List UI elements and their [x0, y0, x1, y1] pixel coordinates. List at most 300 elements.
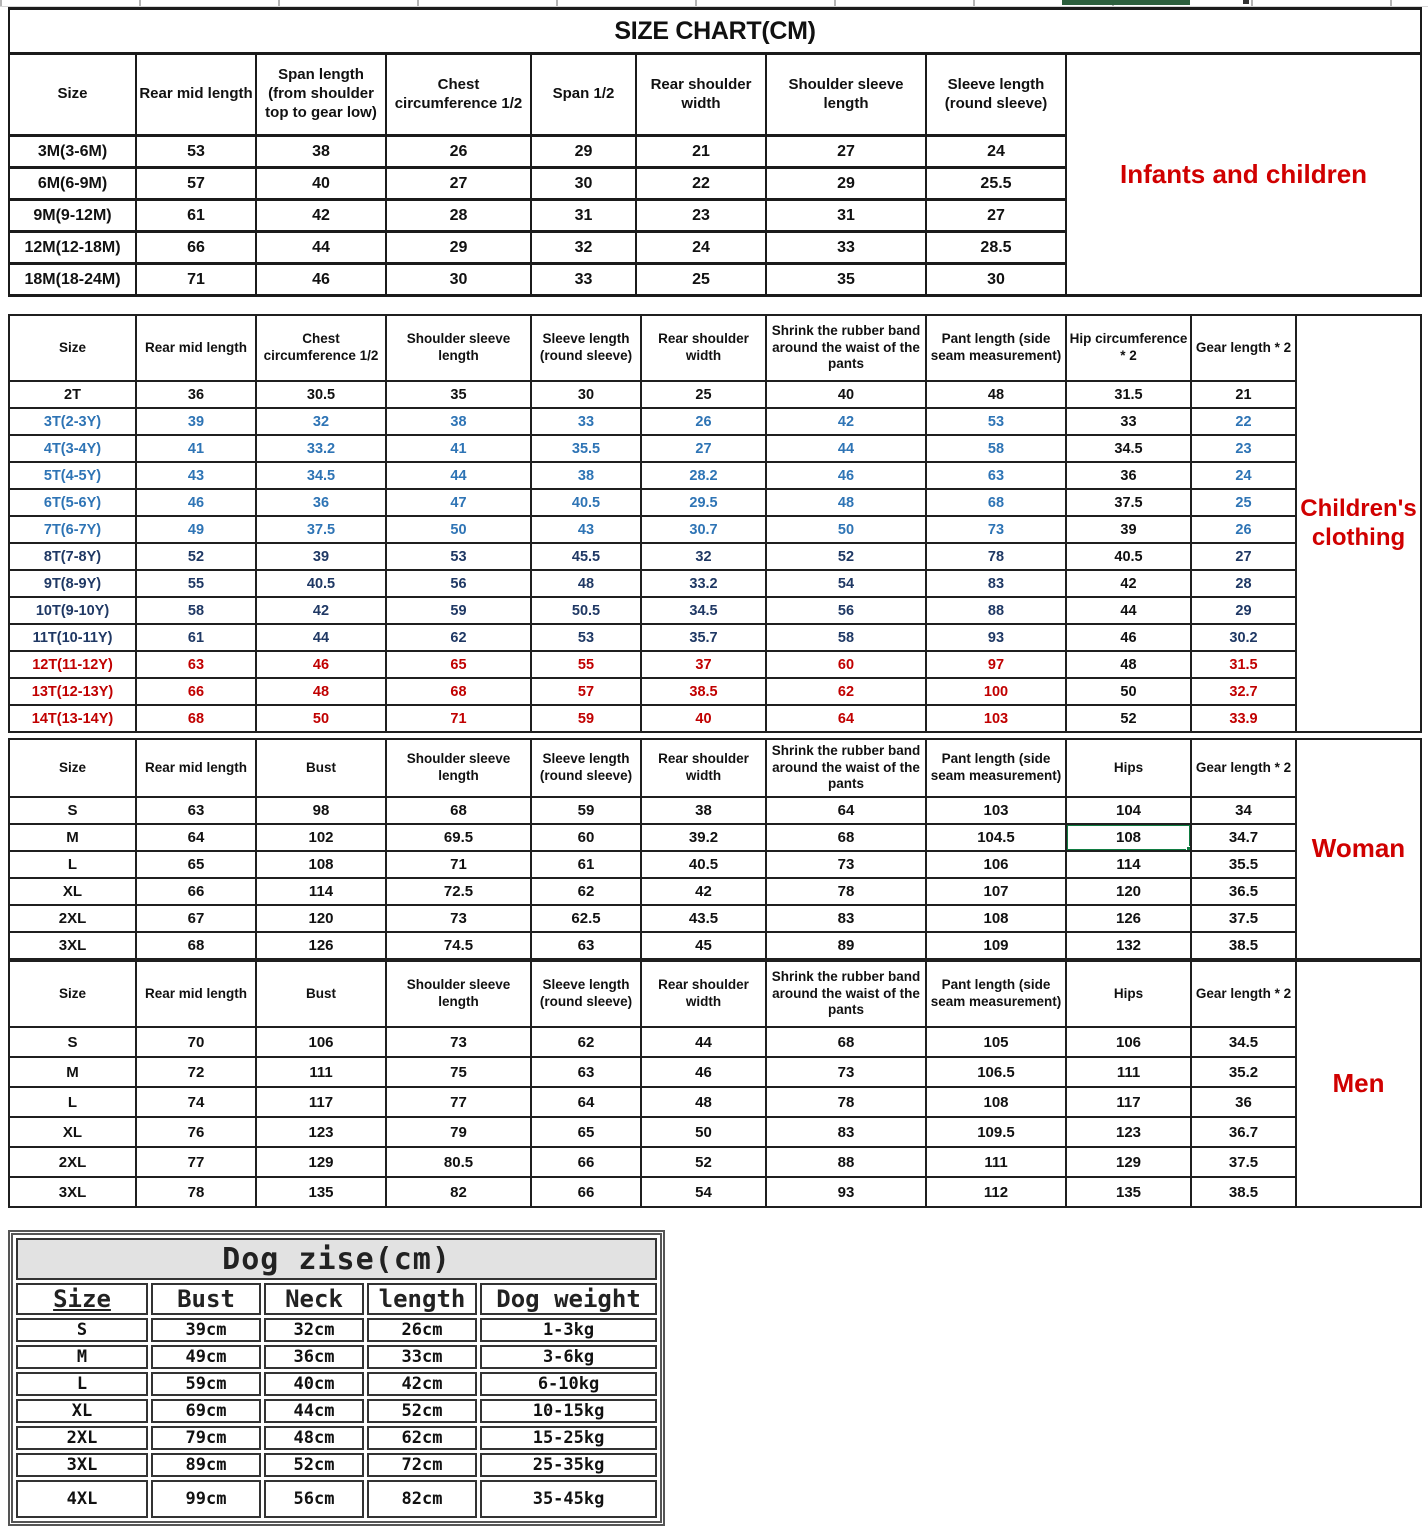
value-cell: 62 — [531, 1027, 641, 1057]
value-cell: 132 — [1066, 932, 1191, 959]
value-cell: 59 — [386, 597, 531, 624]
value-cell: 48cm — [264, 1426, 364, 1450]
value-cell: 26 — [1191, 516, 1296, 543]
table-row — [16, 1318, 657, 1342]
value-cell: 26 — [386, 136, 531, 168]
value-cell: 44 — [641, 1027, 766, 1057]
value-cell: 69cm — [151, 1399, 261, 1423]
column-header: Sleeve length (round sleeve) — [926, 54, 1066, 136]
value-cell: 117 — [1066, 1087, 1191, 1117]
value-cell: 126 — [1066, 905, 1191, 932]
value-cell: 57 — [531, 678, 641, 705]
value-cell: 58 — [926, 435, 1066, 462]
column-header: Gear length * 2 — [1191, 739, 1296, 797]
value-cell: 35.5 — [1191, 851, 1296, 878]
value-cell: 52cm — [367, 1399, 477, 1423]
value-cell: 77 — [386, 1087, 531, 1117]
value-cell: 44 — [256, 232, 386, 264]
value-cell: 38.5 — [1191, 1177, 1296, 1207]
value-cell: 33 — [1066, 408, 1191, 435]
value-cell: 66 — [531, 1147, 641, 1177]
value-cell: 46 — [766, 462, 926, 489]
value-cell: 114 — [1066, 851, 1191, 878]
value-cell: 29 — [1191, 597, 1296, 624]
column-header: Pant length (side seam measurement) — [926, 315, 1066, 381]
column-header: Hips — [1066, 961, 1191, 1027]
value-cell: 52cm — [264, 1453, 364, 1477]
column-header: Rear shoulder width — [641, 739, 766, 797]
value-cell: 33 — [531, 264, 636, 296]
column-header: Gear length * 2 — [1191, 315, 1296, 381]
value-cell: 63 — [531, 1057, 641, 1087]
value-cell: 73 — [386, 1027, 531, 1057]
value-cell: 74.5 — [386, 932, 531, 959]
value-cell: 123 — [1066, 1117, 1191, 1147]
size-cell: S — [9, 1027, 136, 1057]
value-cell: 36cm — [264, 1345, 364, 1369]
excel-selection-handle — [1186, 846, 1191, 851]
size-cell: 2XL — [9, 1147, 136, 1177]
value-cell: 106.5 — [926, 1057, 1066, 1087]
value-cell: 129 — [256, 1147, 386, 1177]
size-cell: M — [9, 824, 136, 851]
table-row — [16, 1480, 657, 1518]
value-cell: 49cm — [151, 1345, 261, 1369]
column-header: Shrink the rubber band around the waist of the pants — [766, 315, 926, 381]
table-row — [16, 1453, 657, 1477]
value-cell: 54 — [641, 1177, 766, 1207]
value-cell: 66 — [531, 1177, 641, 1207]
value-cell: 102 — [256, 824, 386, 851]
value-cell: 98 — [256, 797, 386, 824]
value-cell: 36 — [256, 489, 386, 516]
value-cell: 37.5 — [1066, 489, 1191, 516]
table-row — [16, 1399, 657, 1423]
size-cell: L — [16, 1372, 148, 1396]
column-header: Shoulder sleeve length — [386, 739, 531, 797]
value-cell: 27 — [1191, 543, 1296, 570]
value-cell: 28.5 — [926, 232, 1066, 264]
dog-table-section — [8, 1230, 1422, 1526]
value-cell: 29 — [531, 136, 636, 168]
value-cell: 36 — [136, 381, 256, 408]
value-cell: 22 — [636, 168, 766, 200]
value-cell: 31.5 — [1191, 651, 1296, 678]
value-cell: 64 — [766, 797, 926, 824]
table-row — [16, 1426, 657, 1450]
table-row — [9, 462, 1421, 489]
table-row — [16, 1345, 657, 1369]
value-cell: 41 — [386, 435, 531, 462]
value-cell: 25 — [636, 264, 766, 296]
value-cell: 33 — [766, 232, 926, 264]
table-row — [9, 489, 1421, 516]
size-cell: S — [9, 797, 136, 824]
value-cell: 28.2 — [641, 462, 766, 489]
value-cell: 32 — [531, 232, 636, 264]
dog-table-title: Dog zise(cm) — [16, 1238, 657, 1280]
size-cell: 3XL — [9, 932, 136, 959]
woman-group-label: Woman — [1296, 739, 1421, 959]
size-cell: 10T(9-10Y) — [9, 597, 136, 624]
value-cell: 40 — [641, 705, 766, 732]
value-cell: 52 — [766, 543, 926, 570]
table-row — [9, 570, 1421, 597]
men-group-label: Men — [1296, 961, 1421, 1207]
value-cell: 47 — [386, 489, 531, 516]
value-cell: 59cm — [151, 1372, 261, 1396]
size-cell: 14T(13-14Y) — [9, 705, 136, 732]
value-cell: 71 — [386, 851, 531, 878]
value-cell: 30 — [531, 381, 641, 408]
value-cell: 58 — [136, 597, 256, 624]
value-cell: 106 — [1066, 1027, 1191, 1057]
size-cell: 12M(12-18M) — [9, 232, 136, 264]
table-row — [9, 597, 1421, 624]
value-cell: 62.5 — [531, 905, 641, 932]
size-cell: 11T(10-11Y) — [9, 624, 136, 651]
value-cell: 72.5 — [386, 878, 531, 905]
value-cell: 35 — [386, 381, 531, 408]
value-cell: 37.5 — [1191, 905, 1296, 932]
value-cell: 63 — [926, 462, 1066, 489]
value-cell: 56 — [766, 597, 926, 624]
column-header: Span length (from shoulder top to gear low) — [256, 54, 386, 136]
column-header: Sleeve length (round sleeve) — [531, 961, 641, 1027]
value-cell: 53 — [386, 543, 531, 570]
value-cell: 111 — [926, 1147, 1066, 1177]
table-row — [9, 1027, 1421, 1057]
value-cell: 40 — [766, 381, 926, 408]
value-cell: 33.9 — [1191, 705, 1296, 732]
value-cell: 29 — [386, 232, 531, 264]
dog-size-table — [8, 1230, 665, 1526]
value-cell: 40.5 — [531, 489, 641, 516]
value-cell: 32 — [641, 543, 766, 570]
value-cell: 77 — [136, 1147, 256, 1177]
value-cell: 29 — [766, 168, 926, 200]
value-cell: 73 — [766, 851, 926, 878]
value-cell: 83 — [926, 570, 1066, 597]
column-header: Shoulder sleeve length — [386, 961, 531, 1027]
column-header: Shoulder sleeve length — [766, 54, 926, 136]
value-cell: 42 — [641, 878, 766, 905]
value-cell: 42 — [256, 597, 386, 624]
value-cell: 59 — [531, 797, 641, 824]
size-cell: 6M(6-9M) — [9, 168, 136, 200]
value-cell: 61 — [136, 624, 256, 651]
size-cell: XL — [16, 1399, 148, 1423]
value-cell: 39 — [256, 543, 386, 570]
infants-group-label: Infants and children — [1066, 54, 1421, 296]
value-cell: 83 — [766, 905, 926, 932]
value-cell: 89 — [766, 932, 926, 959]
value-cell: 104 — [1066, 797, 1191, 824]
value-cell: 63 — [136, 797, 256, 824]
value-cell: 68 — [766, 1027, 926, 1057]
value-cell: 93 — [766, 1177, 926, 1207]
column-header: Gear length * 2 — [1191, 961, 1296, 1027]
value-cell: 78 — [136, 1177, 256, 1207]
value-cell: 34.5 — [1191, 1027, 1296, 1057]
table-row — [9, 932, 1421, 959]
value-cell: 49 — [136, 516, 256, 543]
table-row — [9, 435, 1421, 462]
spreadsheet-gridline-artifact — [0, 0, 1428, 7]
value-cell: 3-6kg — [480, 1345, 657, 1369]
value-cell: 53 — [136, 136, 256, 168]
value-cell: 39.2 — [641, 824, 766, 851]
value-cell: 26cm — [367, 1318, 477, 1342]
value-cell: 46 — [256, 651, 386, 678]
table-row — [9, 1177, 1421, 1207]
value-cell: 29.5 — [641, 489, 766, 516]
value-cell: 30 — [531, 168, 636, 200]
value-cell: 129 — [1066, 1147, 1191, 1177]
value-cell: 78 — [766, 1087, 926, 1117]
value-cell: 109 — [926, 932, 1066, 959]
value-cell: 42 — [256, 200, 386, 232]
value-cell: 48 — [926, 381, 1066, 408]
tables-container — [8, 7, 1422, 1526]
value-cell: 64 — [136, 824, 256, 851]
value-cell: 25 — [1191, 489, 1296, 516]
size-cell: L — [9, 851, 136, 878]
value-cell: 42 — [766, 408, 926, 435]
value-cell: 68 — [136, 705, 256, 732]
value-cell: 32cm — [264, 1318, 364, 1342]
size-cell: 5T(4-5Y) — [9, 462, 136, 489]
value-cell: 26 — [641, 408, 766, 435]
value-cell: 64 — [531, 1087, 641, 1117]
value-cell: 106 — [256, 1027, 386, 1057]
value-cell: 104.5 — [926, 824, 1066, 851]
column-header: Sleeve length (round sleeve) — [531, 315, 641, 381]
value-cell: 48 — [531, 570, 641, 597]
value-cell: 44 — [256, 624, 386, 651]
value-cell: 50 — [641, 1117, 766, 1147]
value-cell: 28 — [1191, 570, 1296, 597]
column-header: Rear mid length — [136, 54, 256, 136]
value-cell: 103 — [926, 797, 1066, 824]
value-cell: 73 — [766, 1057, 926, 1087]
value-cell: 37.5 — [1191, 1147, 1296, 1177]
value-cell: 63 — [136, 651, 256, 678]
infants-table-title: SIZE CHART(CM) — [9, 9, 1421, 54]
size-cell: 9T(8-9Y) — [9, 570, 136, 597]
size-cell: 13T(12-13Y) — [9, 678, 136, 705]
value-cell: 100 — [926, 678, 1066, 705]
size-cell: 12T(11-12Y) — [9, 651, 136, 678]
value-cell: 27 — [386, 168, 531, 200]
value-cell: 24 — [1191, 462, 1296, 489]
value-cell: 135 — [256, 1177, 386, 1207]
value-cell: 73 — [386, 905, 531, 932]
infants-size-table — [8, 7, 1422, 297]
value-cell: 56cm — [264, 1480, 364, 1518]
value-cell: 52 — [641, 1147, 766, 1177]
value-cell: 34.7 — [1191, 824, 1296, 851]
value-cell: 68 — [926, 489, 1066, 516]
column-header: Size — [9, 315, 136, 381]
table-row — [9, 705, 1421, 732]
column-header: Rear shoulder width — [641, 961, 766, 1027]
value-cell: 65 — [531, 1117, 641, 1147]
value-cell: 6-10kg — [480, 1372, 657, 1396]
table-row — [9, 851, 1421, 878]
column-header: Shrink the rubber band around the waist of the pants — [766, 739, 926, 797]
value-cell: 108 — [1066, 824, 1191, 851]
value-cell: 78 — [766, 878, 926, 905]
value-cell: 40.5 — [641, 851, 766, 878]
value-cell: 30.2 — [1191, 624, 1296, 651]
value-cell: 28 — [386, 200, 531, 232]
value-cell: 27 — [641, 435, 766, 462]
value-cell: 123 — [256, 1117, 386, 1147]
value-cell: 33 — [531, 408, 641, 435]
value-cell: 27 — [766, 136, 926, 168]
table-row — [9, 651, 1421, 678]
value-cell: 23 — [1191, 435, 1296, 462]
value-cell: 44 — [386, 462, 531, 489]
value-cell: 48 — [766, 489, 926, 516]
value-cell: 48 — [1066, 651, 1191, 678]
column-header: Hips — [1066, 739, 1191, 797]
column-header: Shoulder sleeve length — [386, 315, 531, 381]
table-row — [9, 878, 1421, 905]
value-cell: 52 — [1066, 705, 1191, 732]
value-cell: 38 — [641, 797, 766, 824]
column-header: Bust — [256, 961, 386, 1027]
value-cell: 22 — [1191, 408, 1296, 435]
value-cell: 34 — [1191, 797, 1296, 824]
value-cell: 89cm — [151, 1453, 261, 1477]
column-header: Hip circumference * 2 — [1066, 315, 1191, 381]
size-cell: 3XL — [16, 1453, 148, 1477]
column-header: Rear mid length — [136, 315, 256, 381]
value-cell: 120 — [1066, 878, 1191, 905]
value-cell: 40 — [256, 168, 386, 200]
value-cell: 50 — [766, 516, 926, 543]
children-group-label: Children's clothing — [1296, 315, 1421, 732]
value-cell: 41 — [136, 435, 256, 462]
size-cell: XL — [9, 878, 136, 905]
value-cell: 54 — [766, 570, 926, 597]
value-cell: 24 — [926, 136, 1066, 168]
men-table-section — [8, 960, 1422, 1208]
value-cell: 31 — [766, 200, 926, 232]
value-cell: 46 — [1066, 624, 1191, 651]
value-cell: 36 — [1191, 1087, 1296, 1117]
value-cell: 25 — [641, 381, 766, 408]
size-cell: M — [16, 1345, 148, 1369]
value-cell: 25.5 — [926, 168, 1066, 200]
size-cell: 18M(18-24M) — [9, 264, 136, 296]
value-cell: 44 — [766, 435, 926, 462]
value-cell: 71 — [386, 705, 531, 732]
value-cell: 67 — [136, 905, 256, 932]
value-cell: 109.5 — [926, 1117, 1066, 1147]
value-cell: 36.7 — [1191, 1117, 1296, 1147]
value-cell: 39cm — [151, 1318, 261, 1342]
value-cell: 50.5 — [531, 597, 641, 624]
value-cell: 114 — [256, 878, 386, 905]
value-cell: 80.5 — [386, 1147, 531, 1177]
column-header: Shrink the rubber band around the waist of the pants — [766, 961, 926, 1027]
value-cell: 105 — [926, 1027, 1066, 1057]
children-size-table — [8, 314, 1422, 733]
value-cell: 42cm — [367, 1372, 477, 1396]
value-cell: 70 — [136, 1027, 256, 1057]
table-row — [9, 905, 1421, 932]
table-row — [9, 408, 1421, 435]
children-table-section — [8, 314, 1422, 733]
value-cell: 72cm — [367, 1453, 477, 1477]
value-cell: 68 — [766, 824, 926, 851]
value-cell: 108 — [926, 1087, 1066, 1117]
value-cell: 33.2 — [256, 435, 386, 462]
value-cell: 56 — [386, 570, 531, 597]
value-cell: 45 — [641, 932, 766, 959]
value-cell: 82cm — [367, 1480, 477, 1518]
value-cell: 135 — [1066, 1177, 1191, 1207]
value-cell: 35 — [766, 264, 926, 296]
value-cell: 69.5 — [386, 824, 531, 851]
table-row — [9, 678, 1421, 705]
value-cell: 66 — [136, 232, 256, 264]
value-cell: 46 — [256, 264, 386, 296]
value-cell: 31 — [531, 200, 636, 232]
column-header: Size — [16, 1283, 148, 1315]
value-cell: 46 — [641, 1057, 766, 1087]
value-cell: 73 — [926, 516, 1066, 543]
value-cell: 68 — [386, 678, 531, 705]
value-cell: 93 — [926, 624, 1066, 651]
value-cell: 36.5 — [1191, 878, 1296, 905]
value-cell: 38.5 — [1191, 932, 1296, 959]
value-cell: 44 — [1066, 597, 1191, 624]
value-cell: 50 — [256, 705, 386, 732]
value-cell: 97 — [926, 651, 1066, 678]
value-cell: 71 — [136, 264, 256, 296]
value-cell: 45.5 — [531, 543, 641, 570]
column-header: Size — [9, 961, 136, 1027]
value-cell: 30 — [386, 264, 531, 296]
value-cell: 107 — [926, 878, 1066, 905]
value-cell: 40.5 — [256, 570, 386, 597]
value-cell: 59 — [531, 705, 641, 732]
value-cell: 32.7 — [1191, 678, 1296, 705]
value-cell: 53 — [926, 408, 1066, 435]
column-header: Size — [9, 54, 136, 136]
value-cell: 50 — [1066, 678, 1191, 705]
value-cell: 53 — [531, 624, 641, 651]
value-cell: 65 — [386, 651, 531, 678]
value-cell: 78 — [926, 543, 1066, 570]
value-cell: 39 — [1066, 516, 1191, 543]
value-cell: 43 — [531, 516, 641, 543]
table-row — [9, 381, 1421, 408]
size-cell: 4T(3-4Y) — [9, 435, 136, 462]
value-cell: 43.5 — [641, 905, 766, 932]
column-header: Rear shoulder width — [641, 315, 766, 381]
infants-table-section — [8, 7, 1422, 297]
value-cell: 43 — [136, 462, 256, 489]
value-cell: 60 — [531, 824, 641, 851]
value-cell: 63 — [531, 932, 641, 959]
size-cell: 2XL — [9, 905, 136, 932]
value-cell: 31.5 — [1066, 381, 1191, 408]
